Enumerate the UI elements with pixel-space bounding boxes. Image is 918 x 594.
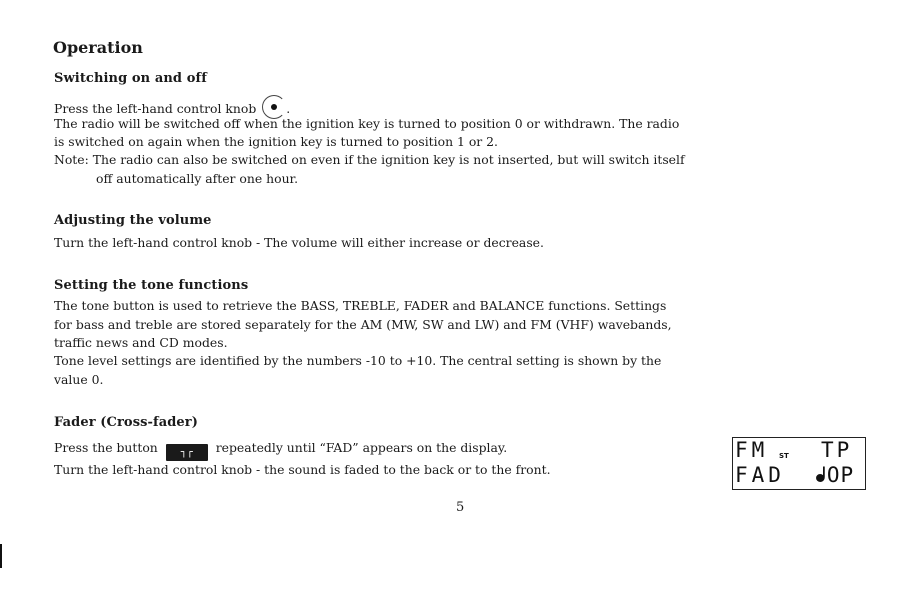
switching-note-1: Note: The radio can also be switched on even if the ignition key is not inserted, but will switch itself xyxy=(54,152,685,167)
display-value: ᖱOP xyxy=(815,463,855,487)
heading-tone: Setting the tone functions xyxy=(54,278,249,293)
switching-line-3: is switched on again when the ignition key is turned to position 1 or 2. xyxy=(54,134,498,149)
display-mode: FAD xyxy=(735,463,785,487)
heading-volume: Adjusting the volume xyxy=(54,213,212,228)
fader-line-1-end: repeatedly until “FAD” appears on the display. xyxy=(215,440,508,455)
margin-mark xyxy=(0,544,2,568)
fader-line-1-text: Press the button xyxy=(54,440,158,455)
switching-line-1-end: . xyxy=(286,101,291,116)
fader-line-2: Turn the left-hand control knob - the sound is faded to the back or to the front. xyxy=(54,462,551,477)
page-number: 5 xyxy=(456,500,465,515)
switching-note-2: off automatically after one hour. xyxy=(96,171,299,186)
tone-line-4: Tone level settings are identified by the numbers -10 to +10. The central setting is shown by the xyxy=(54,353,662,368)
display-band: FM xyxy=(735,438,769,462)
display-stereo: ST xyxy=(779,452,789,460)
switching-line-2: The radio will be switched off when the ignition key is turned to position 0 or withdrawn. The radio xyxy=(54,116,680,131)
volume-line-1: Turn the left-hand control knob - The volume will either increase or decrease. xyxy=(54,235,544,250)
tone-line-2: for bass and treble are stored separately for the AM (MW, SW and LW) and FM (VHF) wavebands, xyxy=(54,317,672,332)
tone-line-5: value 0. xyxy=(54,372,104,387)
switching-line-1-text: Press the left-hand control knob xyxy=(54,101,257,116)
heading-switching: Switching on and off xyxy=(54,71,207,86)
fader-line-1 xyxy=(54,440,507,461)
page-title: Operation xyxy=(53,38,143,57)
tone-button-icon: ┐┌ xyxy=(166,444,208,461)
knob-dot-icon xyxy=(271,104,277,110)
radio-display xyxy=(732,437,866,490)
display-tp: TP xyxy=(821,438,853,462)
tone-line-3: traffic news and CD modes. xyxy=(54,335,228,350)
tone-line-1: The tone button is used to retrieve the BASS, TREBLE, FADER and BALANCE functions. Settings xyxy=(54,298,667,313)
heading-fader: Fader (Cross-fader) xyxy=(54,415,199,430)
